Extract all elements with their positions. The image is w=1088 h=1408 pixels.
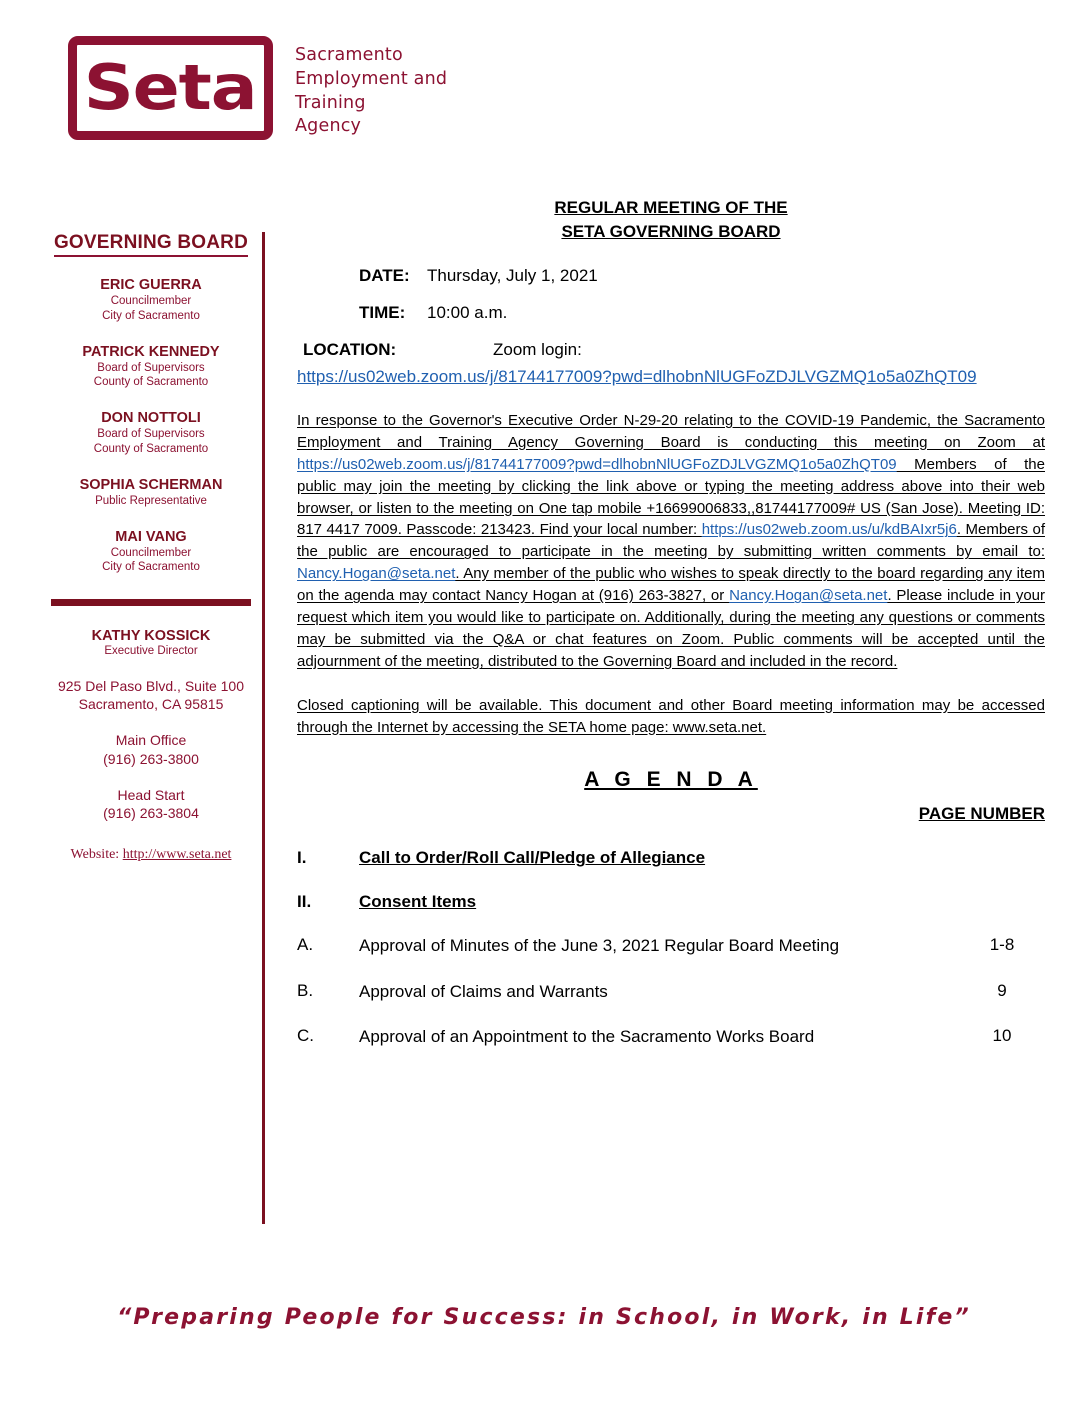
time-label: TIME: (359, 303, 406, 323)
board-member-name: ERIC GUERRA (100, 277, 202, 293)
agency-name (295, 44, 447, 139)
agency-name-line-2: Employment and (295, 68, 448, 89)
notice-segment-1: In response to the Governor's Executive Order N-29-20 relating to the COVID-19 Pandemic, the Sacramento Employment and Training Agency Governing Board is conducting this meeting on Zoom at (297, 411, 1045, 451)
agenda-section (297, 848, 1045, 868)
board-member (40, 476, 262, 509)
meeting-meta (297, 266, 1045, 388)
notice-segment-2: Members of the public may join the meeting by clicking the link above or typing the meeting address above into their web browser, or listen to the meeting on One tap mobile +16699006833,,81744177009# US (San Jose). Meeting ID: 817 4417 7009. Passcode: 213423. Find your local number: (297, 455, 1045, 539)
zoom-login-link-block (297, 367, 1045, 388)
meeting-time-row (297, 303, 1045, 323)
meeting-location-row (297, 340, 1045, 360)
date-value: Thursday, July 1, 2021 (427, 266, 598, 286)
meeting-date-row (297, 266, 1045, 286)
agenda-section-title: Call to Order/Roll Call/Pledge of Allegiance (359, 848, 706, 868)
page-number-column-heading: PAGE NUMBER (918, 804, 1045, 824)
phone-number: (916) 263-3800 (103, 750, 199, 767)
executive-director-block (40, 628, 262, 659)
phone-head-start (40, 786, 262, 822)
agenda-item (297, 935, 1045, 957)
agenda-item-letter: B. (297, 980, 314, 1000)
page-title (297, 196, 1045, 244)
board-member-role-line: City of Sacramento (102, 309, 200, 322)
board-member-name: DON NOTTOLI (101, 410, 201, 427)
agenda-item (297, 1026, 1045, 1048)
governing-board-heading: GOVERNING BOARD (54, 232, 248, 257)
contact-email-link-1[interactable]: Nancy.Hogan@seta.net (297, 565, 456, 583)
captioning-note-paragraph: Closed captioning will be available. This document and other Board meeting information may be accessed through the Internet by accessing the SETA home page: www.seta.net. (297, 696, 1045, 736)
board-member-role-line: Councilmember (110, 295, 192, 308)
page-title-line-2: SETA GOVERNING BOARD (561, 222, 781, 242)
sidebar-heading-wrap (40, 232, 262, 257)
location-label: LOCATION: (303, 340, 397, 360)
sidebar-divider (51, 599, 251, 606)
time-value: 10:00 a.m. (427, 303, 508, 323)
executive-director-title: Executive Director (104, 645, 198, 658)
board-member-role-line: Public Representative (95, 494, 207, 507)
phone-number: (916) 263-3804 (103, 804, 199, 821)
board-member (40, 409, 262, 457)
board-member (40, 276, 262, 324)
agenda-section-title: Consent Items (359, 892, 477, 912)
agenda-item-text: Approval of Claims and Warrants (359, 981, 608, 1001)
agenda-section-number: I. (297, 848, 307, 868)
page-title-line-1: REGULAR MEETING OF THE (554, 198, 788, 217)
contact-email-link-2[interactable]: Nancy.Hogan@seta.net (729, 587, 888, 605)
agenda-section-number: II. (297, 892, 312, 912)
website-line (40, 847, 262, 863)
address-line-2: Sacramento, CA 95815 (78, 696, 224, 713)
phone-main-office (40, 731, 262, 767)
local-number-link[interactable]: https://us02web.zoom.us/u/kdBAIxr5j6 (701, 521, 957, 539)
footer-tagline: “Preparing People for Success: in School, in Work, in Life” (117, 1305, 971, 1330)
seta-wordmark: Seta (84, 51, 257, 124)
agenda-item (297, 981, 1045, 1003)
website-label: Website: (70, 847, 123, 863)
agency-logo (68, 36, 447, 140)
address-line-1: 925 Del Paso Blvd., Suite 100 (57, 678, 244, 695)
board-member-role-line: County of Sacramento (93, 442, 209, 455)
notice-zoom-link[interactable]: https://us02web.zoom.us/j/81744177009?pwd=dlhobnNlUGFoZDJLVGZMQ1o5a0ZhQT09 (297, 455, 897, 473)
notice-segment-3: . Members of the public are encouraged to participate in the meeting by submitting written comments by email to: (297, 521, 1045, 561)
sidebar-vertical-rule (262, 232, 265, 1224)
seta-logo-mark (68, 36, 273, 140)
covid-notice-paragraph (297, 410, 1045, 673)
board-member-role-line: County of Sacramento (93, 376, 209, 389)
executive-director-name: KATHY KOSSICK (91, 628, 211, 645)
agenda-item-letter: C. (297, 1025, 314, 1045)
board-member-role-line: Councilmember (110, 546, 192, 559)
agency-name-line-3: Training (295, 92, 366, 113)
board-member-role-line: Board of Supervisors (97, 428, 205, 441)
agenda-item-text: Approval of an Appointment to the Sacramento Works Board (359, 1026, 815, 1046)
date-label: DATE: (359, 266, 410, 286)
agenda-item-page: 10 (992, 1025, 1012, 1045)
phone-label: Head Start (117, 786, 185, 803)
website-url-link[interactable]: http://www.seta.net (122, 847, 232, 863)
board-member-name: PATRICK KENNEDY (82, 343, 220, 360)
board-member-role-line: City of Sacramento (102, 561, 200, 574)
address-block (40, 677, 262, 713)
agenda-item-page: 1-8 (989, 935, 1015, 955)
agency-name-line-1: Sacramento (295, 45, 403, 65)
sidebar (40, 232, 262, 863)
agenda-item-letter: A. (297, 935, 314, 955)
zoom-login-link[interactable]: https://us02web.zoom.us/j/81744177009?pwd=dlhobnNlUGFoZDJLVGZMQ1o5a0ZhQT09 (297, 367, 977, 387)
location-value: Zoom login: (493, 340, 582, 360)
agency-name-line-4: Agency (295, 116, 362, 137)
phone-label: Main Office (115, 732, 187, 749)
board-member-role-line: Board of Supervisors (97, 361, 205, 374)
board-member (40, 528, 262, 576)
agenda-item-page: 9 (997, 980, 1007, 1000)
board-member-name: SOPHIA SCHERMAN (79, 476, 223, 493)
agenda-section (297, 892, 1045, 912)
board-member-name: MAI VANG (115, 528, 187, 545)
agenda-item-text: Approval of Minutes of the June 3, 2021 Regular Board Meeting (359, 936, 840, 956)
main-content (297, 196, 1045, 1048)
notice-segment-4: . Any member of the public who wishes to speak directly to the board regarding any item on the agenda may contact Nancy Hogan at (916) 263-3827, or (297, 565, 1045, 605)
board-member (40, 343, 262, 391)
agenda-heading: A G E N D A (584, 768, 758, 792)
notice-segment-5: . Please include in your request which item you would like to participate on. Additionally, during the meeting any questions or comments may be submitted via the Q&A or chat features on Zoom. Public comments will be accepted until the adjournment of the meeting, distributed to the Governing Board and included in the record. (297, 587, 1045, 670)
